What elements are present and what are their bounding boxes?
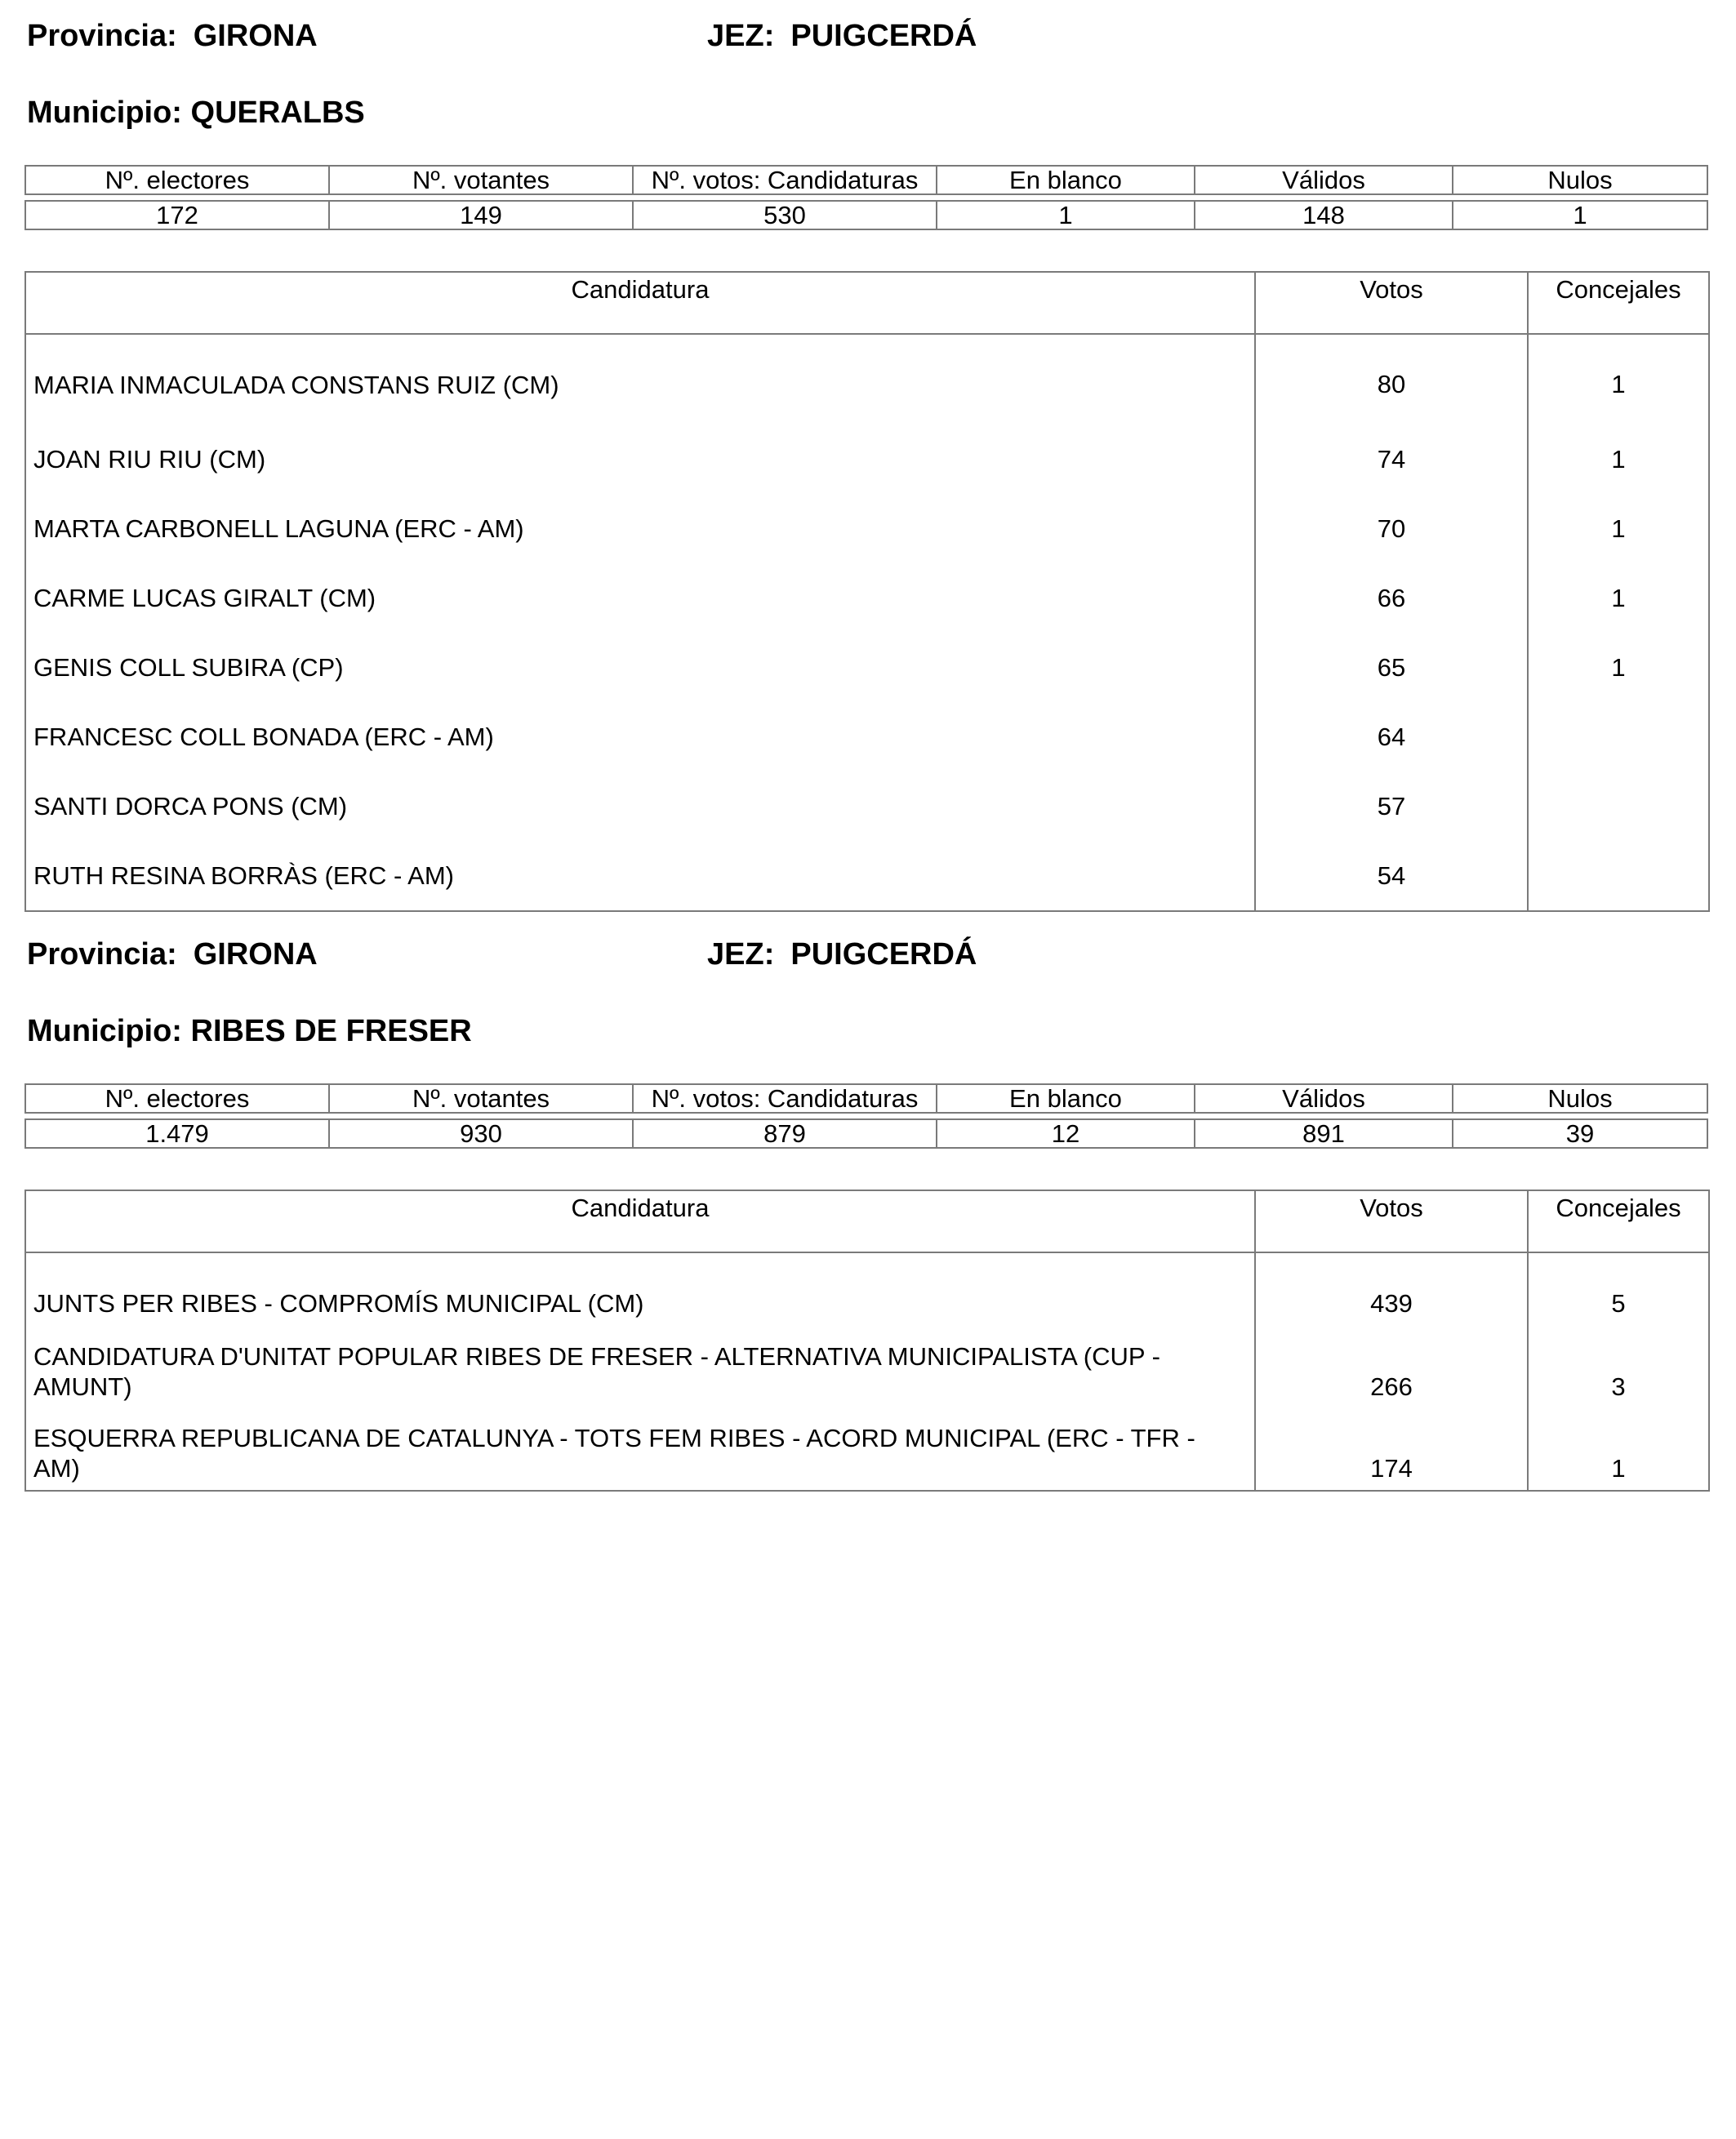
table-row (25, 425, 1709, 494)
stats-header-en-blanco: En blanco (936, 1083, 1194, 1114)
candidates-table (24, 271, 1710, 912)
stats-header-votantes: Nº. votantes (328, 165, 632, 195)
stats-value-electores: 1.479 (24, 1118, 328, 1149)
candidate-name: JUNTS PER RIBES - COMPROMÍS MUNICIPAL (CM) (33, 1289, 644, 1318)
provincia-value: GIRONA (193, 19, 318, 53)
stats-value-nulos: 1 (1452, 200, 1708, 230)
candidate-seats (1528, 772, 1709, 841)
stats-header-nulos: Nulos (1452, 165, 1708, 195)
header-candidatura: Candidatura (25, 1190, 1255, 1252)
table-row (25, 841, 1709, 911)
provincia-value: GIRONA (193, 937, 318, 972)
candidate-seats: 1 (1528, 1408, 1709, 1491)
candidate-seats (1528, 841, 1709, 911)
candidate-seats: 3 (1528, 1327, 1709, 1408)
candidate-name: JOAN RIU RIU (CM) (33, 445, 266, 474)
candidate-name: MARIA INMACULADA CONSTANS RUIZ (CM) (33, 370, 559, 399)
stats-value-row (24, 1118, 1708, 1149)
candidate-name: MARTA CARBONELL LAGUNA (ERC - AM) (33, 514, 524, 543)
candidate-votes: 266 (1255, 1327, 1528, 1408)
stats-header-votantes: Nº. votantes (328, 1083, 632, 1114)
candidate-seats: 1 (1528, 563, 1709, 633)
stats-header-electores: Nº. electores (24, 165, 328, 195)
stats-value-votos-candidaturas: 879 (632, 1118, 936, 1149)
municipio-label: Municipio: (27, 96, 182, 130)
candidate-name: CARME LUCAS GIRALT (CM) (33, 584, 376, 612)
table-row (25, 633, 1709, 702)
candidate-votes: 80 (1255, 334, 1528, 425)
jez-label: JEZ: (707, 19, 775, 53)
provincia-label: Provincia: (27, 937, 177, 972)
provincia-heading (27, 936, 318, 972)
stats-header-nulos: Nulos (1452, 1083, 1708, 1114)
municipio-heading (27, 95, 365, 131)
candidate-votes: 66 (1255, 563, 1528, 633)
stats-header-en-blanco: En blanco (936, 165, 1194, 195)
jez-heading (707, 936, 977, 972)
table-row (25, 1252, 1709, 1327)
candidates-header-row (25, 1190, 1709, 1252)
candidate-name: GENIS COLL SUBIRA (CP) (33, 653, 344, 682)
candidate-votes: 70 (1255, 494, 1528, 563)
municipio-label: Municipio: (27, 1014, 182, 1048)
candidate-seats: 1 (1528, 633, 1709, 702)
stats-value-votantes: 149 (328, 200, 632, 230)
header-candidatura: Candidatura (25, 272, 1255, 334)
candidate-seats: 1 (1528, 425, 1709, 494)
stats-value-votos-candidaturas: 530 (632, 200, 936, 230)
table-row (25, 1408, 1709, 1491)
stats-table (24, 165, 1708, 230)
candidate-votes: 54 (1255, 841, 1528, 911)
stats-value-validos: 148 (1194, 200, 1452, 230)
candidate-votes: 64 (1255, 702, 1528, 772)
jez-heading (707, 18, 977, 54)
table-row (25, 563, 1709, 633)
candidate-votes: 57 (1255, 772, 1528, 841)
stats-value-row (24, 200, 1708, 230)
stats-value-validos: 891 (1194, 1118, 1452, 1149)
stats-header-votos-candidaturas: Nº. votos: Candidaturas (632, 1083, 936, 1114)
stats-value-electores: 172 (24, 200, 328, 230)
stats-table (24, 1083, 1708, 1149)
stats-value-nulos: 39 (1452, 1118, 1708, 1149)
candidates-table (24, 1190, 1710, 1492)
stats-header-electores: Nº. electores (24, 1083, 328, 1114)
provincia-label: Provincia: (27, 19, 177, 53)
jez-value: PUIGCERDÁ (790, 19, 977, 53)
candidate-name: ESQUERRA REPUBLICANA DE CATALUNYA - TOTS FEM RIBES - ACORD MUNICIPAL (ERC - TFR - AM) (33, 1424, 1195, 1483)
provincia-heading (27, 18, 318, 54)
table-row (25, 334, 1709, 425)
table-row (25, 772, 1709, 841)
header-concejales: Concejales (1528, 1190, 1709, 1252)
municipio-value: QUERALBS (190, 96, 365, 130)
table-row (25, 1327, 1709, 1408)
candidate-name: RUTH RESINA BORRÀS (ERC - AM) (33, 861, 454, 890)
candidate-seats: 1 (1528, 334, 1709, 425)
candidate-votes: 74 (1255, 425, 1528, 494)
stats-header-row (24, 1083, 1708, 1114)
candidate-name: CANDIDATURA D'UNITAT POPULAR RIBES DE FRESER - ALTERNATIVA MUNICIPALISTA (CUP - AMUNT) (33, 1342, 1160, 1401)
jez-label: JEZ: (707, 937, 775, 972)
municipio-value: RIBES DE FRESER (190, 1014, 472, 1048)
stats-header-row (24, 165, 1708, 195)
stats-header-validos: Válidos (1194, 1083, 1452, 1114)
candidate-seats: 1 (1528, 494, 1709, 563)
candidate-votes: 439 (1255, 1252, 1528, 1327)
table-row (25, 494, 1709, 563)
candidate-name: FRANCESC COLL BONADA (ERC - AM) (33, 723, 494, 751)
header-votos: Votos (1255, 272, 1528, 334)
stats-header-validos: Válidos (1194, 165, 1452, 195)
stats-value-en-blanco: 12 (936, 1118, 1194, 1149)
candidates-header-row (25, 272, 1709, 334)
table-row (25, 702, 1709, 772)
candidate-name: SANTI DORCA PONS (CM) (33, 792, 348, 820)
header-concejales: Concejales (1528, 272, 1709, 334)
header-votos: Votos (1255, 1190, 1528, 1252)
jez-value: PUIGCERDÁ (790, 937, 977, 972)
candidate-seats: 5 (1528, 1252, 1709, 1327)
stats-header-votos-candidaturas: Nº. votos: Candidaturas (632, 165, 936, 195)
candidate-seats (1528, 702, 1709, 772)
stats-value-votantes: 930 (328, 1118, 632, 1149)
stats-value-en-blanco: 1 (936, 200, 1194, 230)
candidate-votes: 65 (1255, 633, 1528, 702)
municipio-heading (27, 1013, 472, 1049)
candidate-votes: 174 (1255, 1408, 1528, 1491)
